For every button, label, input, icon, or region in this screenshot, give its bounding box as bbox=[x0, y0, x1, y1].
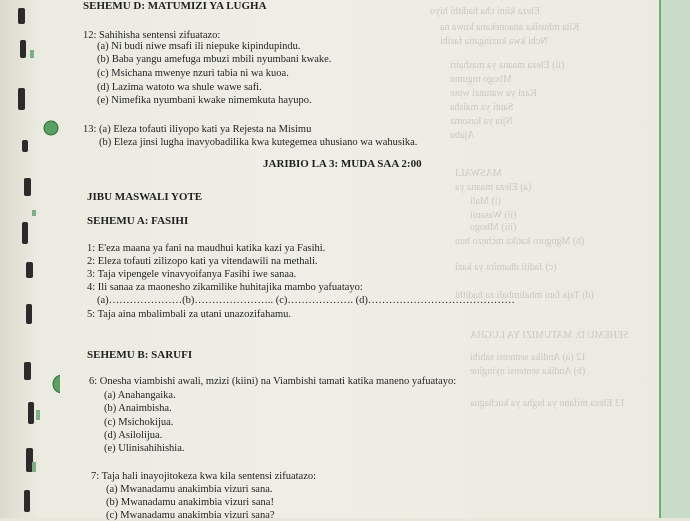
question-7-item-a: (a) Mwanadamu anakimbia vizuri sana. bbox=[106, 484, 273, 495]
fasihi-question-1: 1: E'eza maana ya fani na maudhui katika kazi ya Fasihi. bbox=[87, 243, 326, 254]
fasihi-question-5: 5: Taja aina mbalimbali za utani unazozifahamu. bbox=[87, 309, 292, 320]
question-12-stem: 12: Sahihisha sentensi zifuatazo: bbox=[83, 30, 221, 41]
question-12-item-d: (d) Lazima watoto wa shule wawe safi. bbox=[97, 82, 262, 93]
question-13-a: 13: (a) Eleza tofauti iliyopo kati ya Rejesta na Misimu bbox=[83, 124, 312, 135]
question-7-item-c: (c) Mwanadamu anakimbia vizuri sana? bbox=[106, 510, 275, 521]
question-12-item-c: (c) Msichana mwenye nzuri tabia ni wa kuoa. bbox=[97, 68, 289, 79]
section-d-heading: SEHEMU D: MATUMIZI YA LUGHA bbox=[83, 0, 267, 12]
question-13-b: (b) Eleza jinsi lugha inavyobadilika kwa kutegemea uhusiano wa wahusika. bbox=[99, 137, 418, 148]
question-4-blanks: (a)…………………(b)………………….. (c)………………. (d)…………………………………… bbox=[97, 295, 515, 306]
section-a-heading: SEHEMU A: FASIHI bbox=[87, 215, 189, 227]
page-edge-stripe bbox=[661, 0, 690, 518]
document-page: Eleza kiini cha hadithi hiyo Kila mhusika anaonekana kuwa na Nchi kwa kuzingatia fasihi (ii) Eleza maana ya mashairi Mbogo mgumu Kazi ya watunzi wote Sauti ya maisha Njia ya kusoma Ajabu MASWALI (a) Eleza maana ya (i) Mali (ii) Wasanii (iii) Mbogo (b) Mgogoro katika mchezo huu (c) Jadili dhamira ya kazi (d) Taja fani mbalimbali za hadithi SEHEMU D: MATUMIZI YA LUGHA 12 (a) Andika sentensi sahihi (b) Andika sentensi nyingine 13 Eleza mifano ya lugha ya kuchagua SEHEMU D: MATUMIZI YA LUGHA 12: Sahihisha sentensi zifuatazo: (a) Ni budi niwe msafi ili niepuke kipindupindu. (b) Baba yangu amefuga mbuzi mbili nyumbani kwake. (c) Msichana mwenye nzuri tabia ni wa kuoa. (d) Lazima watoto wa shule wawe safi. (e) Nimefika nyumbani kwake nimemkuta hayupo. 13: (a) Eleza tofauti iliyopo kati ya Rejesta na Misimu (b) Eleza jinsi lugha inavyobadilika kwa kutegemea uhusiano wa wahusika. JARIBIO LA 3: MUDA SAA 2:00 JIBU MASWALI YOTE SEHEMU A: FASIHI 1: E'eza maana ya fani na maudhui katika kazi ya Fasihi. 2: Eleza tofauti zilizopo kati ya vitendawili na methali. 3: Taja vipengele vinavyoifanya Fasihi iwe sanaa. 4: Ili sanaa za maonesho zikamilike huhitajika mambo yafuatayo: (a)…………………(b)………………….. (c)………………. (d)…………………………………… 5: Taja aina mbalimbali za utani unazozifahamu. SEHEMU B: SARUFI 6: Onesha viambishi awali, mzizi (kiini) na Viambishi tamati katika maneno yafuatayo: (a) Anahangaika. (b) Anaimbisha. (c) Msichokijua. (d) Asilolijua. (e) Ulinisahihishia. 7: Taja hali inayojitokeza kwa kila sentensi zifuatazo: (a) Mwanadamu anakimbia vizuri sana. (b) Mwanadamu anakimbia vizuri sana! (c) Mwanadamu anakimbia vizuri sana? bbox=[0, 0, 690, 518]
fasihi-question-4: 4: Ili sanaa za maonesho zikamilike huhitajika mambo yafuatayo: bbox=[87, 282, 363, 293]
question-6-item-c: (c) Msichokijua. bbox=[104, 417, 174, 428]
question-12-item-b: (b) Baba yangu amefuga mbuzi mbili nyumbani kwake. bbox=[97, 54, 332, 65]
question-6-item-b: (b) Anaimbisha. bbox=[104, 403, 172, 414]
page-margin-line bbox=[659, 0, 661, 518]
question-12-item-e: (e) Nimefika nyumbani kwake nimemkuta hayupo. bbox=[97, 95, 312, 106]
spiral-binding bbox=[0, 0, 60, 518]
instruction-heading: JIBU MASWALI YOTE bbox=[87, 191, 203, 203]
section-b-heading: SEHEMU B: SARUFI bbox=[87, 349, 193, 361]
fasihi-question-3: 3: Taja vipengele vinavyoifanya Fasihi iwe sanaa. bbox=[87, 269, 297, 280]
question-7-stem: 7: Taja hali inayojitokeza kwa kila sentensi zifuatazo: bbox=[91, 471, 317, 482]
question-12-item-a: (a) Ni budi niwe msafi ili niepuke kipindupindu. bbox=[97, 41, 301, 52]
question-6-item-e: (e) Ulinisahihishia. bbox=[104, 443, 185, 454]
question-6-item-a: (a) Anahangaika. bbox=[104, 390, 176, 401]
question-6-stem: 6: Onesha viambishi awali, mzizi (kiini) na Viambishi tamati katika maneno yafuatayo: bbox=[89, 376, 457, 387]
jaribio-heading: JARIBIO LA 3: MUDA SAA 2:00 bbox=[263, 158, 422, 170]
question-7-item-b: (b) Mwanadamu anakimbia vizuri sana! bbox=[106, 497, 274, 508]
question-6-item-d: (d) Asilolijua. bbox=[104, 430, 163, 441]
fasihi-question-2: 2: Eleza tofauti zilizopo kati ya vitendawili na methali. bbox=[87, 256, 318, 267]
